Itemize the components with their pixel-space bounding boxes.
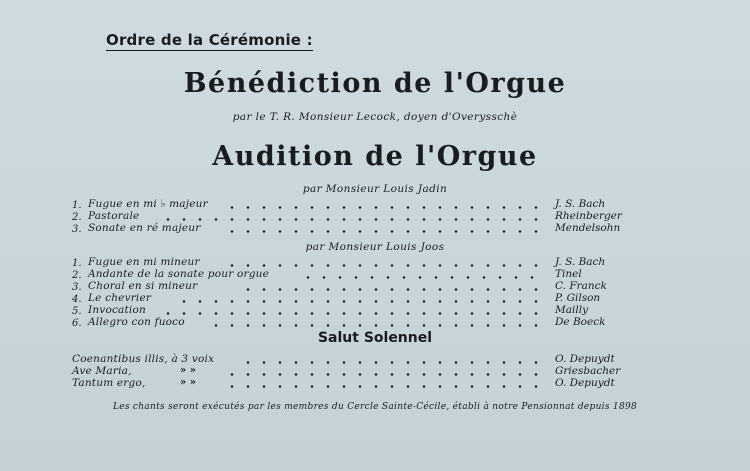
- composer: O. Depuydt: [555, 377, 615, 389]
- order-title: Ordre de la Cérémonie :: [106, 31, 313, 49]
- leader-dots: [224, 373, 544, 376]
- leader-dots: [224, 264, 544, 267]
- piece-title: Allegro con fuoco: [88, 316, 185, 328]
- composer: Tinel: [555, 268, 582, 280]
- piece-title: Andante de la sonate pour orgue: [88, 268, 269, 280]
- piece-title: Invocation: [88, 304, 146, 316]
- composer: O. Depuydt: [555, 353, 615, 365]
- leader-dots: [240, 361, 544, 364]
- row-number: 2.: [72, 270, 82, 281]
- row-number: 1.: [72, 200, 82, 211]
- composer: Griesbacher: [555, 365, 621, 377]
- performer-jadin: par Monsieur Louis Jadin: [302, 183, 448, 195]
- piece-title: Choral en si mineur: [88, 280, 198, 292]
- ditto-marks: » »: [180, 365, 196, 376]
- piece-title: Tantum ergo,: [72, 377, 146, 389]
- piece-title: Fugue en mi ♭ majeur: [88, 198, 208, 210]
- composer: P. Gilson: [555, 292, 601, 304]
- row-number: 1.: [72, 258, 82, 269]
- row-number: 6.: [72, 318, 82, 329]
- piece-title: Coenantibus illis, à 3 voix: [72, 353, 215, 365]
- benediction-subtitle: par le T. R. Monsieur Lecock, doyen d'Overysschè: [232, 111, 518, 123]
- leader-dots: [224, 230, 544, 233]
- composer: Mendelsohn: [555, 222, 621, 234]
- leader-dots: [240, 288, 544, 291]
- piece-title: Ave Maria,: [72, 365, 132, 377]
- composer: C. Franck: [555, 280, 607, 292]
- leader-dots: [176, 300, 544, 303]
- performer-joos: par Monsieur Louis Joos: [305, 241, 445, 253]
- composer: J. S. Bach: [555, 198, 606, 210]
- row-number: 3.: [72, 224, 82, 235]
- benediction-title: Bénédiction de l'Orgue: [183, 68, 567, 99]
- composer: J. S. Bach: [555, 256, 606, 268]
- audition-title: Audition de l'Orgue: [212, 141, 538, 172]
- leader-dots: [208, 324, 544, 327]
- composer: De Boeck: [555, 316, 606, 328]
- composer: Mailly: [555, 304, 589, 316]
- row-number: 5.: [72, 306, 82, 317]
- piece-title: Sonate en ré majeur: [88, 222, 201, 234]
- footer-note: Les chants seront exécutés par les membres du Cercle Sainte-Cécile, établi à notre Pensionnat depuis 1898: [112, 402, 638, 412]
- leader-dots: [300, 276, 544, 279]
- composer: Rheinberger: [555, 210, 622, 222]
- salut-title: Salut Solennel: [317, 330, 433, 346]
- leader-dots: [160, 312, 544, 315]
- row-number: 4.: [72, 294, 82, 305]
- row-number: 2.: [72, 212, 82, 223]
- leader-dots: [224, 206, 544, 209]
- ditto-marks: » »: [180, 377, 196, 388]
- leader-dots: [160, 218, 544, 221]
- row-number: 3.: [72, 282, 82, 293]
- piece-title: Pastorale: [88, 210, 140, 222]
- piece-title: Fugue en mi mineur: [88, 256, 200, 268]
- piece-title: Le chevrier: [88, 292, 152, 304]
- leader-dots: [224, 385, 544, 388]
